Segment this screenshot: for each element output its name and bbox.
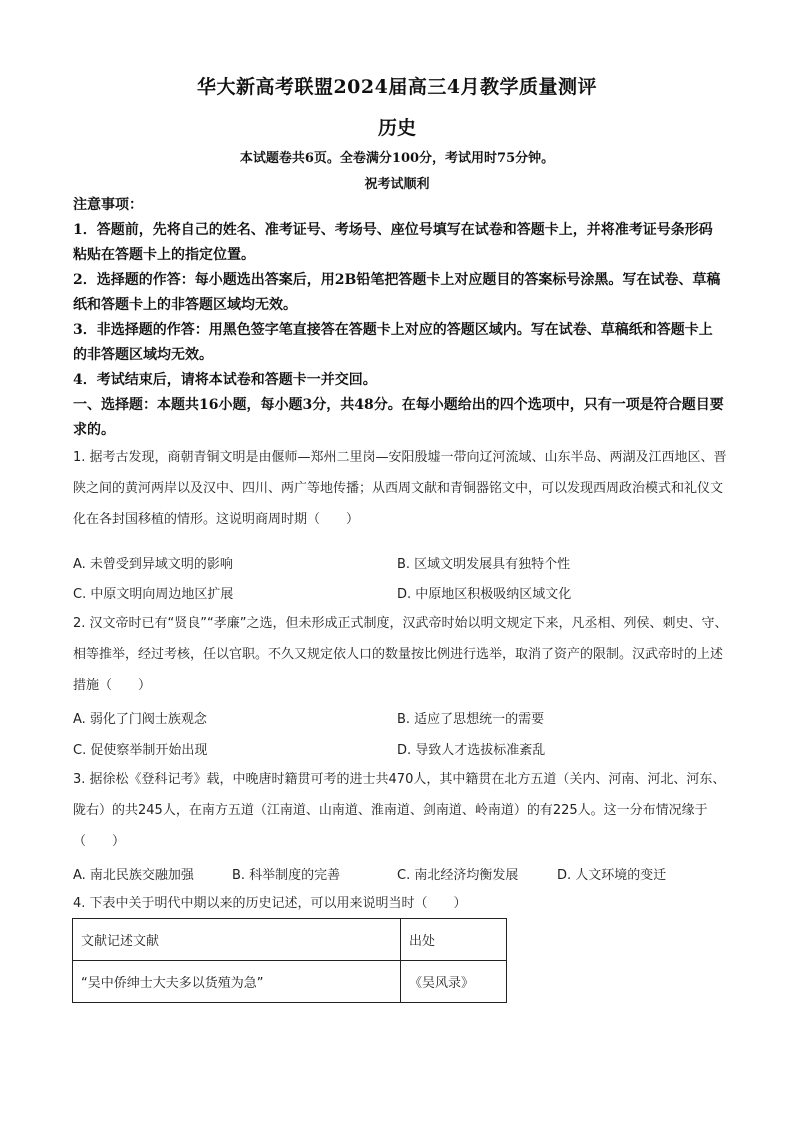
q2-option-d: D. 导致人才选拔标准紊乱 <box>397 743 546 758</box>
table-row <box>73 961 507 1003</box>
source-table <box>72 918 507 1003</box>
q3-option-b: B. 科举制度的完善 <box>232 868 341 883</box>
q2-option-a: A. 弱化了门阀士族观念 <box>73 712 207 727</box>
notes-heading: 注意事项： <box>73 197 143 213</box>
q1-option-c: C. 中原文明向周边地区扩展 <box>73 587 234 602</box>
question-1-stem: 1. 据考古发现，商朝青铜文明是由偃师—郑州二里岗—安阳殷墟一带向辽河流域、山东半岛、两湖及江西地区、晋陕之间的黄河两岸以及汉中、四川、两广等地传播；从西周文献和青铜器铭文中，可以发现西周政治模式和礼仪文化在各封国移植的情形。这说明商周时期（ ） <box>73 450 727 527</box>
question-2-stem: 2. 汉文帝时已有“贤良”“孝廉”之选，但未形成正式制度，汉武帝时始以明文规定下来，凡丞相、列侯、刺史、守、相等推举，经过考核，任以官职。不久又规定依人口的数量按比例进行选举，取消了资产的限制。汉武帝时的上述措施（ ） <box>73 616 728 693</box>
note-item-3: 3．非选择题的作答：用黑色签字笔直接答在答题卡上对应的答题区域内。写在试卷、草稿纸和答题卡上的非答题区域均无效。 <box>73 322 713 363</box>
q1-option-b: B. 区域文明发展具有独特个性 <box>397 557 571 572</box>
q2-option-b: B. 适应了思想统一的需要 <box>397 712 545 727</box>
question-3-stem: 3. 据徐松《登科记考》载，中晚唐时籍贯可考的进士共470人，其中籍贯在北方五道（关内、河南、河北、河东、陇右）的共245人，在南方五道（江南道、山南道、淮南道、剑南道、岭南道）的有225人。这一分布情况缘于（ ） <box>73 772 726 849</box>
note-item-4: 4．考试结束后，请将本试卷和答题卡一并交回。 <box>73 372 377 388</box>
table-header-cell: 文献记述文献 <box>73 919 401 961</box>
q3-option-a: A. 南北民族交融加强 <box>73 868 194 883</box>
question-4-stem: 4. 下表中关于明代中期以来的历史记述，可以用来说明当时（ ） <box>73 896 467 911</box>
subject-title: 历史 <box>377 117 416 139</box>
table-cell: “吴中侨绅士大夫多以货殖为急” <box>73 961 401 1003</box>
note-item-1: 1．答题前，先将自己的姓名、准考证号、考场号、座位号填写在试卷和答题卡上，并将准考证号条形码粘贴在答题卡上的指定位置。 <box>73 222 713 263</box>
q3-option-c: C. 南北经济均衡发展 <box>397 868 519 883</box>
q3-option-d: D. 人文环境的变迁 <box>557 868 667 883</box>
q2-option-c: C. 促使察举制开始出现 <box>73 743 208 758</box>
good-luck-text: 祝考试顺利 <box>364 177 430 192</box>
table-header-row <box>73 919 507 961</box>
q1-option-d: D. 中原地区积极吸纳区域文化 <box>397 587 572 602</box>
exam-info: 本试题卷共6页。全卷满分100分，考试用时75分钟。 <box>239 151 555 166</box>
table-header-cell: 出处 <box>401 919 507 961</box>
exam-title: 华大新高考联盟2024届高三4月教学质量测评 <box>196 76 598 98</box>
note-item-2: 2．选择题的作答：每小题选出答案后，用2B铅笔把答题卡上对应题目的答案标号涂黑。写在试卷、草稿纸和答题卡上的非答题区域均无效。 <box>73 272 721 313</box>
q1-option-a: A. 未曾受到异域文明的影响 <box>73 557 233 572</box>
table-cell: 《吴风录》 <box>401 961 507 1003</box>
section-heading: 一、选择题：本题共16小题，每小题3分，共48分。在每小题给出的四个选项中，只有一项是符合题目要求的。 <box>73 397 724 438</box>
